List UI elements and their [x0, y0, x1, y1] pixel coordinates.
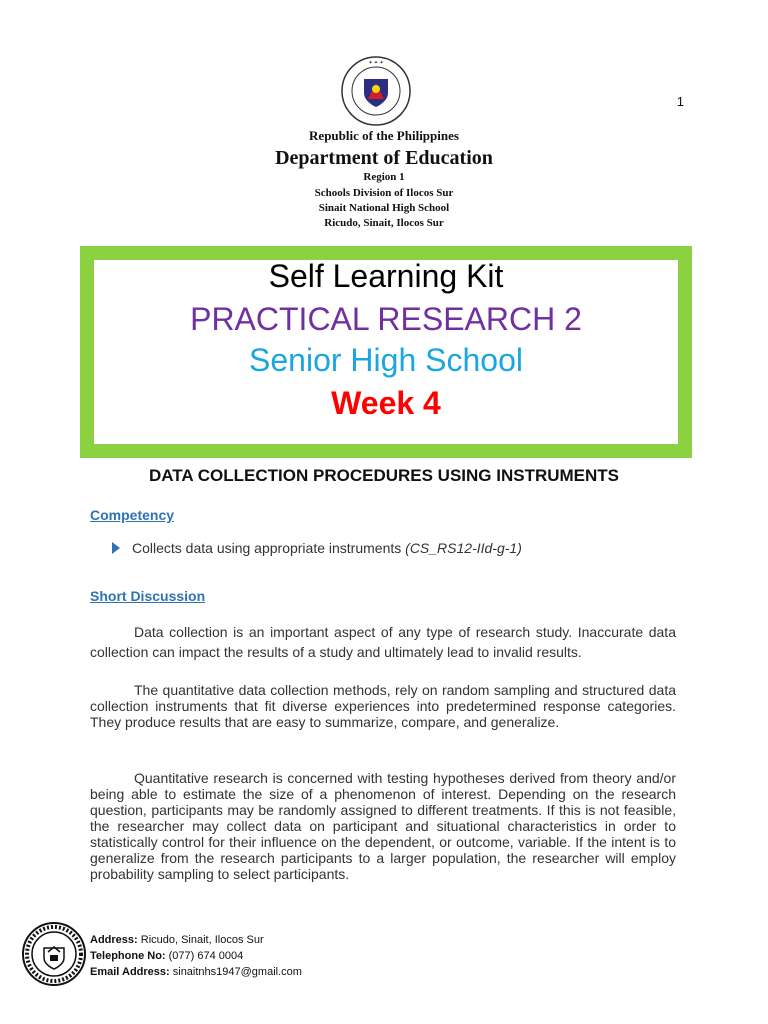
paragraph-3: Quantitative research is concerned with testing hypotheses derived from theory and/or being able to estimate the size of a phenomenon of interest. Depending on the research question, participants may be randomly assigned to different treatments. If this is not feasible, the researcher may collect data on participant and situational characteristics in order to statistically control for their influence on the dependent, or outcome, variable. If the intent is to generalize from the research participants to a larger population, the researcher will employ probability sampling to select participants. [90, 770, 676, 882]
kit-level: Senior High School [249, 342, 523, 378]
lesson-title: DATA COLLECTION PROCEDURES USING INSTRUMENTS [148, 466, 620, 485]
competency-code: (CS_RS12-IId-g-1) [405, 540, 522, 556]
kit-subject: PRACTICAL RESEARCH 2 [190, 301, 582, 337]
header-department: Department of Education [275, 147, 493, 169]
paragraph-1: Data collection is an important aspect of any type of research study. Inaccurate data collection can impact the results of a study and ultimately lead to invalid results. [90, 624, 676, 660]
school-seal-logo [22, 922, 86, 986]
footer-contact [90, 932, 302, 980]
competency-heading: Competency [90, 507, 175, 523]
kit-week: Week 4 [331, 385, 441, 421]
deped-seal-logo [340, 55, 412, 127]
header-school: Sinait National High School [318, 202, 450, 214]
paragraph-2: The quantitative data collection methods, rely on random sampling and structured data collection instruments that fit diverse experiences into predetermined response categories. They produce results that are easy to summarize, compare, and generalize. [90, 682, 676, 730]
discussion-heading: Short Discussion [90, 588, 206, 604]
svg-text:✦ ✦ ✦: ✦ ✦ ✦ [368, 60, 384, 66]
footer-phone: Telephone No: (077) 674 0004 [90, 950, 244, 962]
kit-title: Self Learning Kit [268, 258, 504, 294]
header-region: Region 1 [363, 171, 405, 183]
footer-email: Email Address: sinaitnhs1947@gmail.com [90, 966, 302, 978]
header-republic: Republic of the Philippines [309, 128, 459, 143]
competency-text: Collects data using appropriate instruments [132, 540, 406, 556]
bullet-arrow-icon [112, 542, 120, 554]
header-division: Schools Division of Ilocos Sur [314, 187, 454, 199]
page-number: 1 [676, 94, 684, 109]
competency-item [112, 540, 522, 556]
footer-address: Address: Ricudo, Sinait, Ilocos Sur [90, 934, 264, 946]
header-address: Ricudo, Sinait, Ilocos Sur [324, 217, 444, 229]
